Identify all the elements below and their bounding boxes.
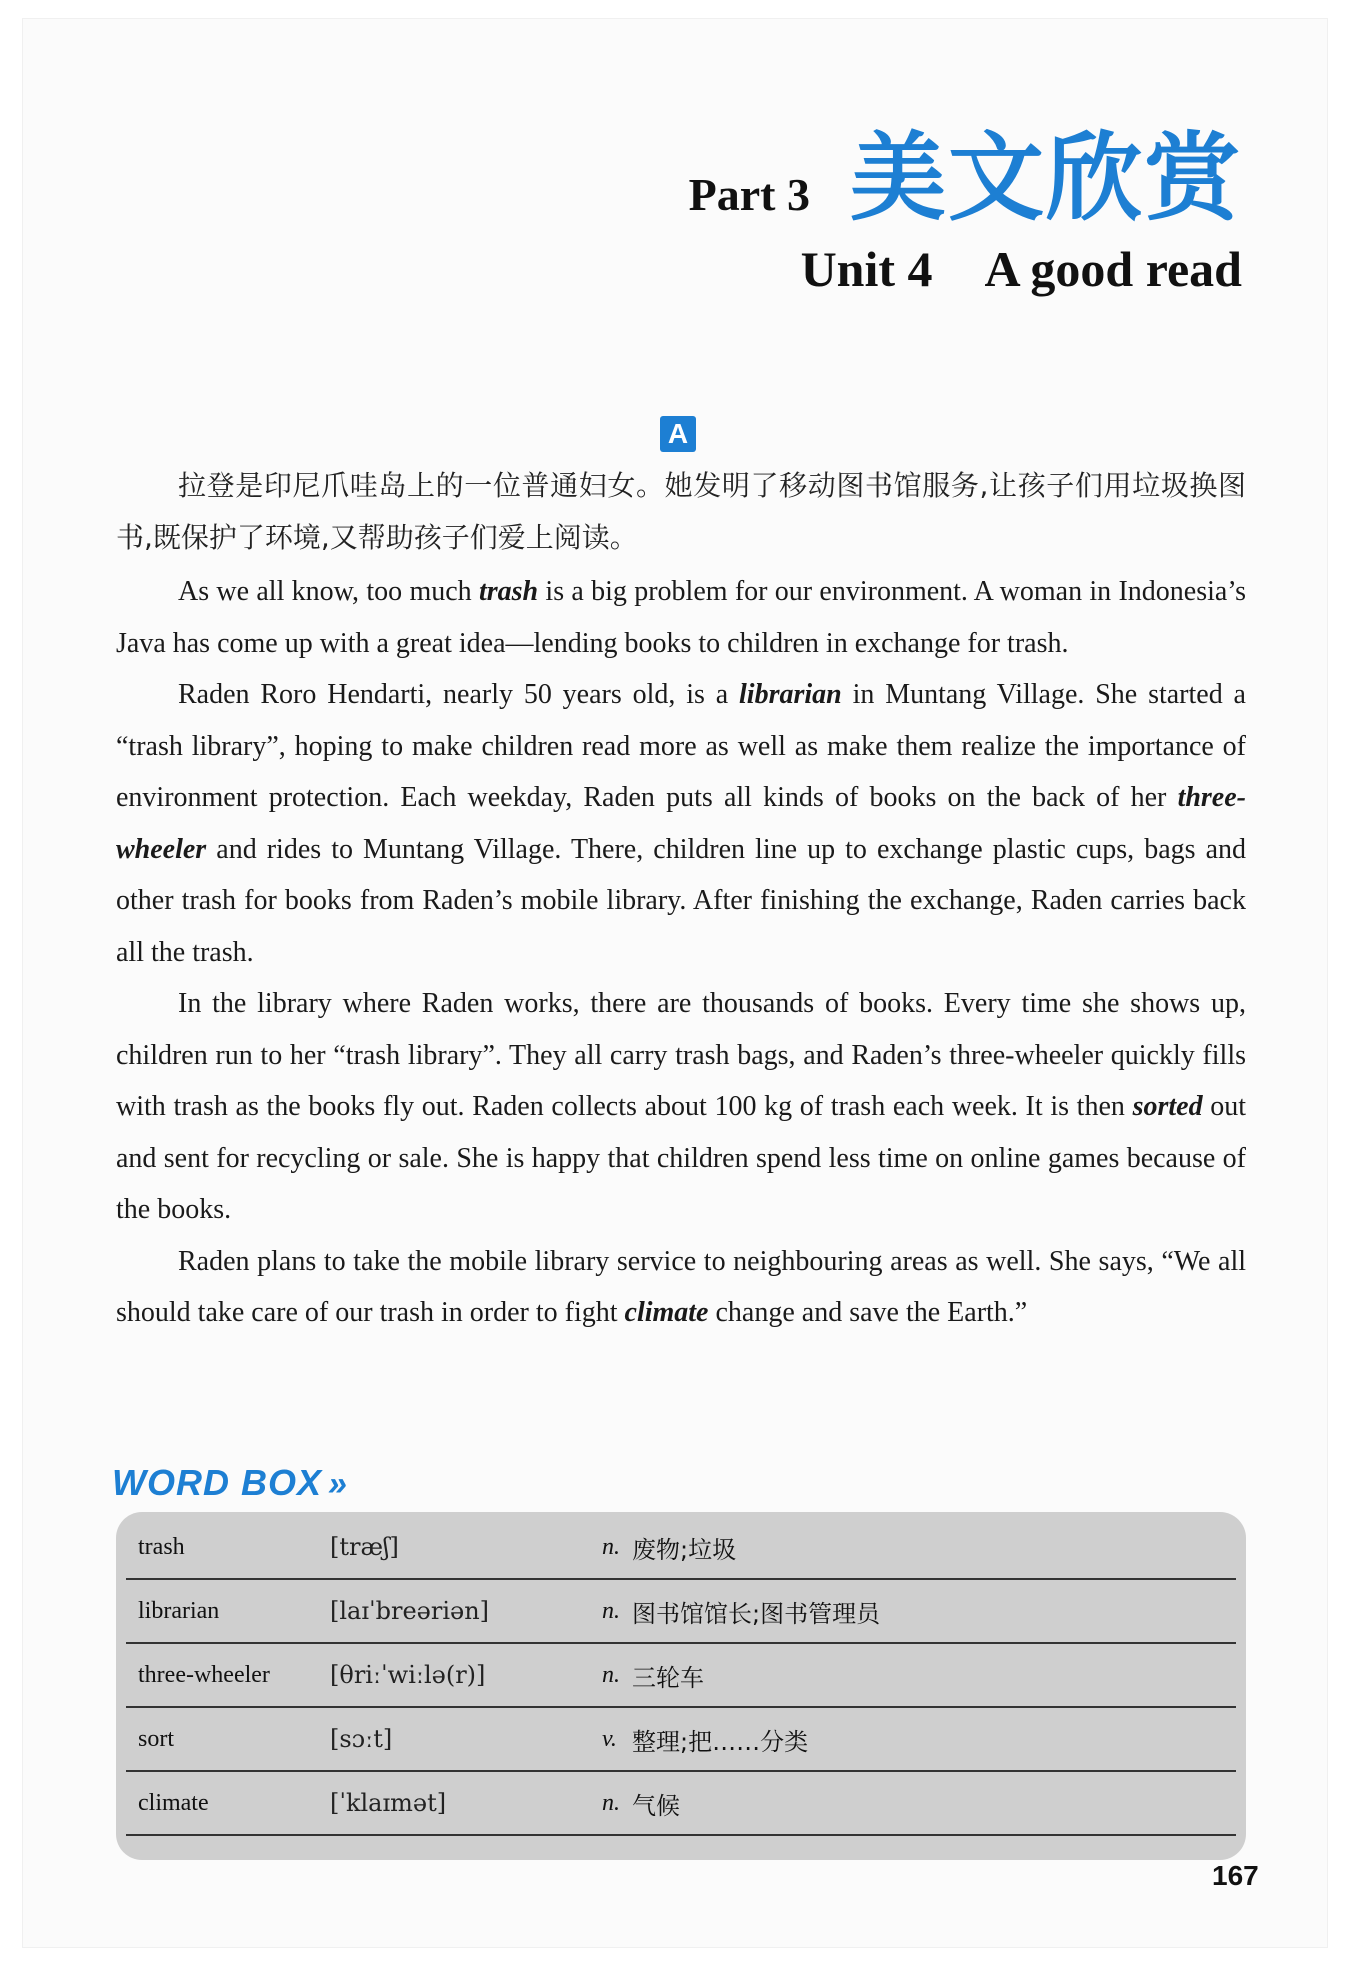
meaning: 图书馆馆长;图书管理员 [632,1599,881,1628]
unit-title [801,240,1242,298]
word-entry [126,1516,1236,1580]
phonetic: [træʃ] [330,1533,399,1561]
word-entry [126,1644,1236,1708]
meaning: 废物;垃圾 [632,1535,737,1564]
article-body [116,460,1246,1339]
word-entry [126,1708,1236,1772]
page-number: 167 [1212,1860,1259,1891]
keyword-sorted: sorted [1132,1091,1203,1122]
word: librarian [138,1597,220,1624]
chinese-intro: 拉登是印尼爪哇岛上的一位普通妇女。她发明了移动图书馆服务,让孩子们用垃圾换图书,既保护了环境,又帮助孩子们爱上阅读。 [116,469,1246,554]
section-marker: A [660,416,696,452]
part-of-speech: n. [602,1533,620,1560]
word-entry [126,1580,1236,1644]
phonetic: [laɪˈbreəriən] [330,1597,490,1625]
keyword-trash: trash [478,576,539,607]
paragraph-3: In the library where Raden works, there are thousands of books. Every time she shows up, children run to her “trash library”. They all carry trash bags, and Raden’s three-wheeler quickly fills with trash as the books fly out. Raden collects about 100 kg of trash each week. It is then sorted out and sent for recycling or sale. She is happy that children spend less time on online games because of the books. [116,988,1247,1225]
part-header [688,122,1242,234]
phonetic: [ˈklaɪmət] [330,1789,447,1817]
part-of-speech: n. [602,1661,620,1688]
part-of-speech: n. [602,1789,620,1816]
part-label: Part 3 [688,169,810,220]
unit-number: Unit 4 [800,241,933,297]
double-chevron-icon: » [328,1465,348,1503]
part-of-speech: n. [602,1597,620,1624]
word: trash [138,1533,185,1560]
paragraph-2: Raden Roro Hendarti, nearly 50 years old, is a librarian in Muntang Village. She started a “trash library”, hoping to make children read more as well as make them realize the importance of environment protection. Each weekday, Raden puts all kinds of books on the back of her three-wheeler and rides to Muntang Village. There, children line up to exchange plastic cups, bags and other trash for books from Raden’s mobile library. After finishing the exchange, Raden carries back all the trash. [116,679,1246,968]
word-box [116,1512,1246,1860]
keyword-three-wheeler: three-wheeler [116,782,1246,865]
phonetic: [sɔːt] [330,1725,393,1753]
word: three-wheeler [138,1661,270,1688]
meaning: 三轮车 [632,1663,704,1692]
word: sort [138,1725,174,1752]
phonetic: [θriːˈwiːlə(r)] [330,1661,486,1689]
part-title: 美文欣赏 [850,122,1242,234]
keyword-librarian: librarian [739,679,842,710]
paragraph-1: As we all know, too much trash is a big problem for our environment. A woman in Indonesia’s Java has come up with a great idea—lending books to children in exchange for trash. [116,576,1247,659]
word-entry [126,1772,1236,1836]
meaning: 整理;把……分类 [632,1727,809,1756]
word: climate [138,1789,209,1816]
unit-name: A good read [984,241,1242,297]
part-of-speech: v. [602,1725,617,1752]
paragraph-4: Raden plans to take the mobile library service to neighbouring areas as well. She says, “We all should take care of our trash in order to fight climate change and save the Earth.” [116,1245,1246,1328]
word-box-title: WORD BOX » [112,1462,348,1503]
meaning: 气候 [632,1791,680,1820]
keyword-climate: climate [624,1297,709,1328]
